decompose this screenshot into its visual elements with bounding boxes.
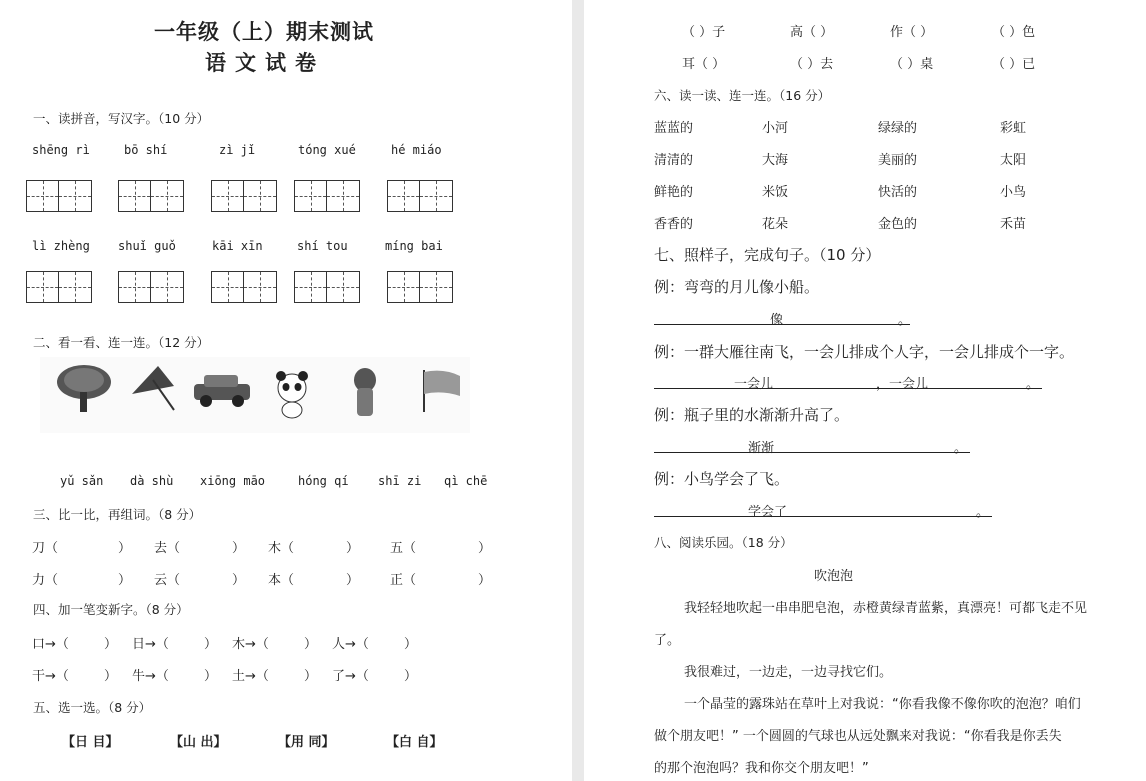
match-word: 彩虹	[1000, 121, 1027, 136]
fill-hint: 一会儿	[734, 377, 774, 392]
fill-hint: 学会了	[748, 505, 788, 520]
pinyin-label: yǔ sǎn	[60, 474, 104, 488]
story-paragraph: 一个晶莹的露珠站在草叶上对我说：“你看我像不像你吹的泡泡？咱们	[684, 697, 1081, 712]
match-word: 太阳	[1000, 153, 1027, 168]
panda-picture	[270, 370, 314, 420]
choice-group: 【日 目】	[62, 735, 119, 750]
lion-picture	[348, 366, 382, 420]
writing-grid[interactable]	[211, 180, 277, 212]
compare-item: 正（	[390, 573, 417, 588]
fill-item: 耳（ ）	[682, 57, 726, 72]
fill-hint: 像	[770, 313, 784, 328]
fill-item: （ ）已	[992, 57, 1036, 72]
story-title: 吹泡泡	[814, 569, 854, 584]
section-8-heading: 八、阅读乐园。（18 分）	[654, 535, 793, 550]
compare-item: 刀（	[32, 541, 59, 556]
pinyin-label: xiōng māo	[200, 474, 266, 488]
add-stroke-item: 人→（	[332, 637, 369, 652]
writing-grid[interactable]	[294, 271, 360, 303]
section-5-heading: 五、选一选。（8 分）	[33, 700, 152, 715]
writing-grid[interactable]	[211, 271, 277, 303]
pinyin-label: zì jǐ	[219, 143, 256, 157]
fill-hint: ，一会儿	[876, 377, 929, 392]
choice-group: 【山 出】	[170, 735, 227, 750]
pinyin-label: kāi xīn	[212, 239, 263, 253]
add-stroke-item: 干→（	[32, 669, 69, 684]
story-paragraph: 了。	[654, 633, 681, 648]
writing-grid[interactable]	[118, 180, 184, 212]
section-6-heading: 六、读一读、连一连。（16 分）	[654, 88, 831, 103]
answer-line[interactable]	[654, 452, 970, 453]
pinyin-label: shí tou	[297, 239, 348, 253]
right-page	[584, 0, 1146, 781]
left-page	[0, 0, 572, 781]
story-paragraph: 的那个泡泡吗？我和你交个朋友吧！”	[654, 761, 869, 776]
match-word: 米饭	[762, 185, 789, 200]
answer-line[interactable]	[654, 516, 992, 517]
choice-group: 【用 同】	[278, 735, 335, 750]
exam-title: 一年级（上）期末测试	[154, 20, 374, 44]
add-stroke-item: ）	[404, 637, 418, 652]
add-stroke-item: 了→（	[332, 669, 369, 684]
add-stroke-item: ）	[304, 669, 318, 684]
pinyin-label: dà shù	[130, 474, 174, 488]
section-7-heading: 七、照样子，完成句子。（10 分）	[654, 246, 881, 264]
match-word: 金色的	[878, 217, 918, 232]
add-stroke-item: 木→（	[232, 637, 269, 652]
match-word: 绿绿的	[878, 121, 918, 136]
compare-item: ）	[118, 573, 132, 588]
pinyin-label: qì chē	[444, 474, 488, 488]
add-stroke-item: ）	[204, 669, 218, 684]
match-word: 小鸟	[1000, 185, 1027, 200]
story-paragraph: 做个朋友吧！” 一个圆圆的气球也从远处飘来对我说：“你看我是你丢失	[654, 729, 1062, 744]
section-1-heading: 一、读拼音，写汉字。（10 分）	[33, 111, 210, 126]
writing-grid[interactable]	[387, 180, 453, 212]
match-word: 香香的	[654, 217, 694, 232]
add-stroke-item: ）	[304, 637, 318, 652]
compare-item: ）	[478, 541, 492, 556]
pinyin-label: míng bai	[385, 239, 443, 253]
tree-picture	[54, 362, 114, 414]
section-3-heading: 三、比一比，再组词。（8 分）	[33, 507, 202, 522]
match-word: 美丽的	[878, 153, 918, 168]
answer-line[interactable]	[654, 388, 1042, 389]
pinyin-label: tóng xué	[298, 143, 356, 157]
example-sentence: 例：一群大雁往南飞，一会儿排成个人字，一会儿排成个一字。	[654, 343, 1075, 361]
add-stroke-item: ）	[204, 637, 218, 652]
match-word: 花朵	[762, 217, 789, 232]
add-stroke-item: ）	[404, 669, 418, 684]
car-picture	[190, 372, 254, 408]
compare-item: ）	[346, 573, 360, 588]
fill-hint: 渐渐	[748, 441, 775, 456]
writing-grid[interactable]	[26, 180, 92, 212]
compare-item: ）	[232, 573, 246, 588]
fill-item: （ ）去	[790, 57, 834, 72]
fill-item: （ ）桌	[890, 57, 934, 72]
writing-grid[interactable]	[387, 271, 453, 303]
fill-item: 作（ ）	[890, 25, 934, 40]
example-sentence: 例：弯弯的月儿像小船。	[654, 278, 820, 296]
compare-item: ）	[118, 541, 132, 556]
choice-group: 【白 自】	[386, 735, 443, 750]
match-word: 鲜艳的	[654, 185, 694, 200]
pinyin-label: bō shí	[124, 143, 168, 157]
compare-item: ）	[346, 541, 360, 556]
period-mark: 。	[954, 441, 968, 456]
story-paragraph: 我很难过，一边走，一边寻找它们。	[684, 665, 893, 680]
pinyin-label: lì zhèng	[32, 239, 90, 253]
match-word: 小河	[762, 121, 789, 136]
writing-grid[interactable]	[26, 271, 92, 303]
compare-item: ）	[478, 573, 492, 588]
compare-item: 云（	[154, 573, 181, 588]
writing-grid[interactable]	[294, 180, 360, 212]
pinyin-label: shēng rì	[32, 143, 90, 157]
pinyin-label: hóng qí	[298, 474, 349, 488]
compare-item: 力（	[32, 573, 59, 588]
compare-item: ）	[232, 541, 246, 556]
add-stroke-item: 日→（	[132, 637, 169, 652]
writing-grid[interactable]	[118, 271, 184, 303]
example-sentence: 例：小鸟学会了飞。	[654, 470, 790, 488]
match-word: 蓝蓝的	[654, 121, 694, 136]
compare-item: 五（	[390, 541, 417, 556]
umbrella-picture	[128, 364, 178, 414]
period-mark: 。	[976, 505, 990, 520]
answer-line[interactable]	[654, 324, 910, 325]
compare-item: 去（	[154, 541, 181, 556]
exam-subtitle: 语文试卷	[205, 51, 325, 75]
compare-item: 木（	[268, 541, 295, 556]
match-word: 清清的	[654, 153, 694, 168]
add-stroke-item: ）	[104, 637, 118, 652]
add-stroke-item: 土→（	[232, 669, 269, 684]
pinyin-label: shuǐ guǒ	[118, 239, 176, 253]
pinyin-label: hé miáo	[391, 143, 442, 157]
section-2-heading: 二、看一看、连一连。（12 分）	[33, 335, 210, 350]
add-stroke-item: ）	[104, 669, 118, 684]
story-paragraph: 我轻轻地吹起一串串肥皂泡，赤橙黄绿青蓝紫，真漂亮！可都飞走不见	[684, 601, 1088, 616]
add-stroke-item: 牛→（	[132, 669, 169, 684]
flag-picture	[420, 368, 464, 414]
add-stroke-item: 口→（	[32, 637, 69, 652]
period-mark: 。	[1026, 377, 1040, 392]
pinyin-label: shī zi	[378, 474, 422, 488]
period-mark: 。	[898, 313, 912, 328]
match-word: 大海	[762, 153, 789, 168]
fill-item: （ ）子	[682, 25, 726, 40]
match-word: 禾苗	[1000, 217, 1027, 232]
example-sentence: 例：瓶子里的水渐渐升高了。	[654, 406, 850, 424]
fill-item: （ ）色	[992, 25, 1036, 40]
fill-item: 高（ ）	[790, 25, 834, 40]
match-word: 快活的	[878, 185, 918, 200]
compare-item: 本（	[268, 573, 295, 588]
section-4-heading: 四、加一笔变新字。（8 分）	[33, 602, 189, 617]
